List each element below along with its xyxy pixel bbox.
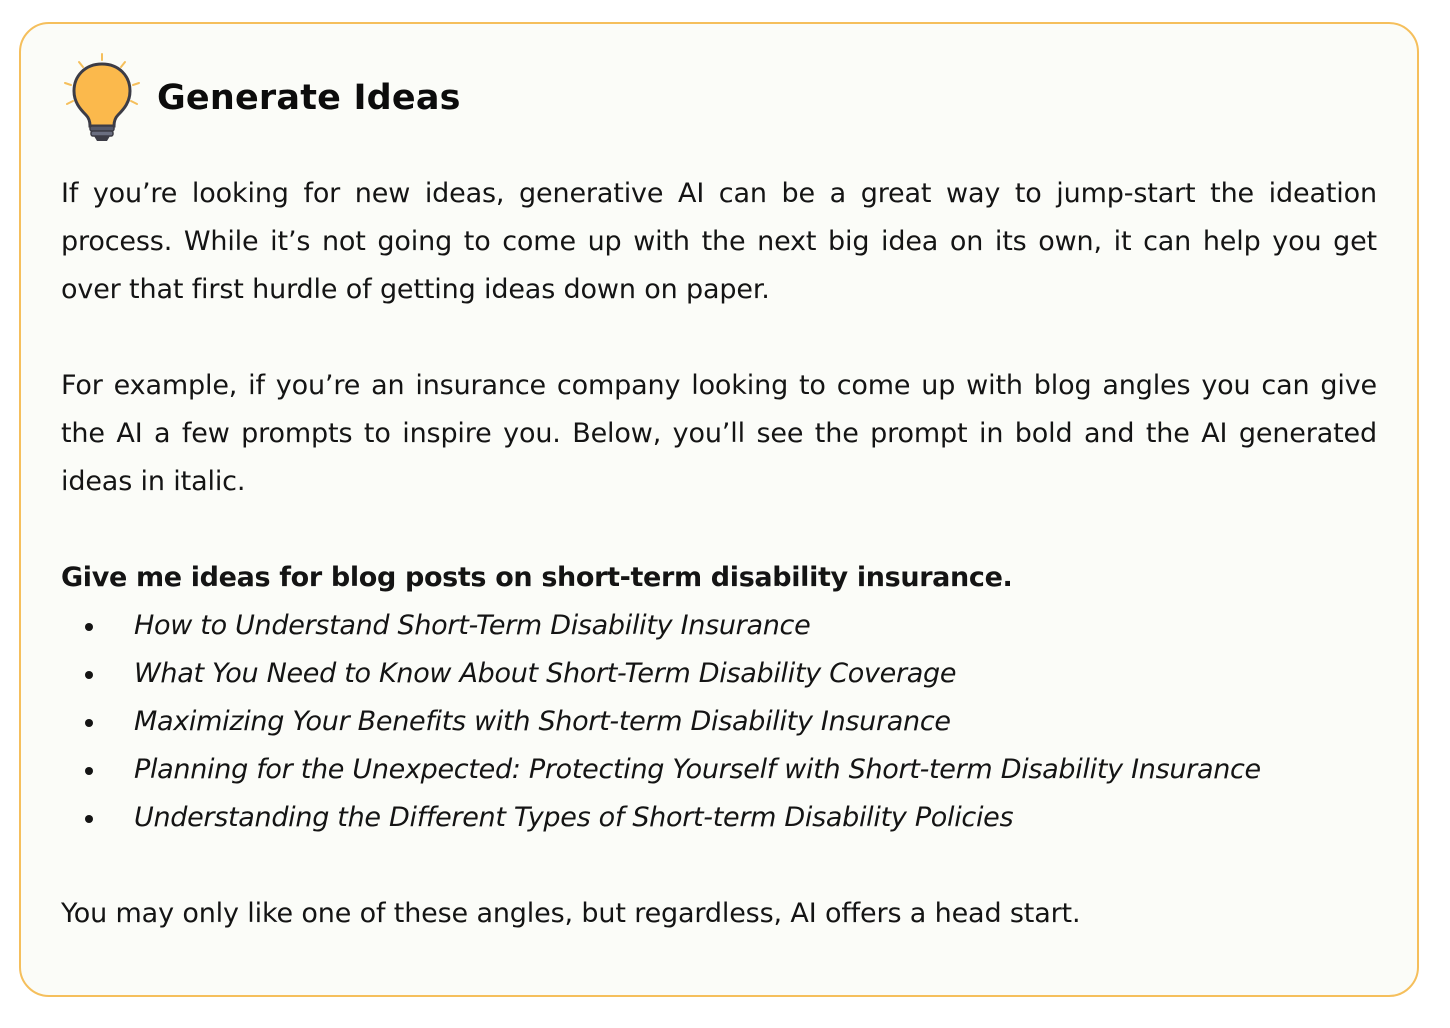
idea-text: What You Need to Know About Short-Term Disability Coverage (134, 658, 957, 689)
idea-text: Maximizing Your Benefits with Short-term Disability Insurance (134, 706, 951, 737)
lightbulb-icon (61, 52, 143, 142)
idea-text: How to Understand Short-Term Disability Insurance (134, 610, 811, 641)
bullet-icon (85, 671, 93, 679)
intro-paragraph: If you’re looking for new ideas, generative AI can be a great way to jump-start the ideation process. While it’s not going to come up with the next big idea on its own, it can help you get over that first hurdle of getting ideas down on paper. (61, 178, 1377, 305)
card-title: Generate Ideas (157, 78, 461, 118)
idea-text: Planning for the Unexpected: Protecting Yourself with Short-term Disability Insurance (134, 754, 1261, 785)
list-item (61, 602, 1377, 650)
bullet-icon (85, 719, 93, 727)
example-paragraph: For example, if you’re an insurance company looking to come up with blog angles you can give the AI a few prompts to inspire you. Below, you’ll see the prompt in bold and the AI generated ideas in italic. (61, 370, 1377, 497)
list-item (61, 698, 1377, 746)
bullet-icon (85, 767, 93, 775)
card-header (61, 52, 461, 142)
list-item (61, 746, 1377, 794)
ideas-list (61, 602, 1377, 842)
closing-paragraph: You may only like one of these angles, but regardless, AI offers a head start. (61, 898, 1081, 929)
list-item (61, 650, 1377, 698)
bullet-icon (85, 815, 93, 823)
spacer (61, 506, 1377, 554)
spacer (61, 314, 1377, 362)
prompt-text: Give me ideas for blog posts on short-term disability insurance. (61, 562, 1013, 593)
idea-text: Understanding the Different Types of Short-term Disability Policies (134, 802, 1014, 833)
list-item (61, 794, 1377, 842)
generate-ideas-card (19, 22, 1419, 997)
card-content (61, 170, 1377, 938)
spacer (61, 842, 1377, 890)
bullet-icon (85, 623, 93, 631)
